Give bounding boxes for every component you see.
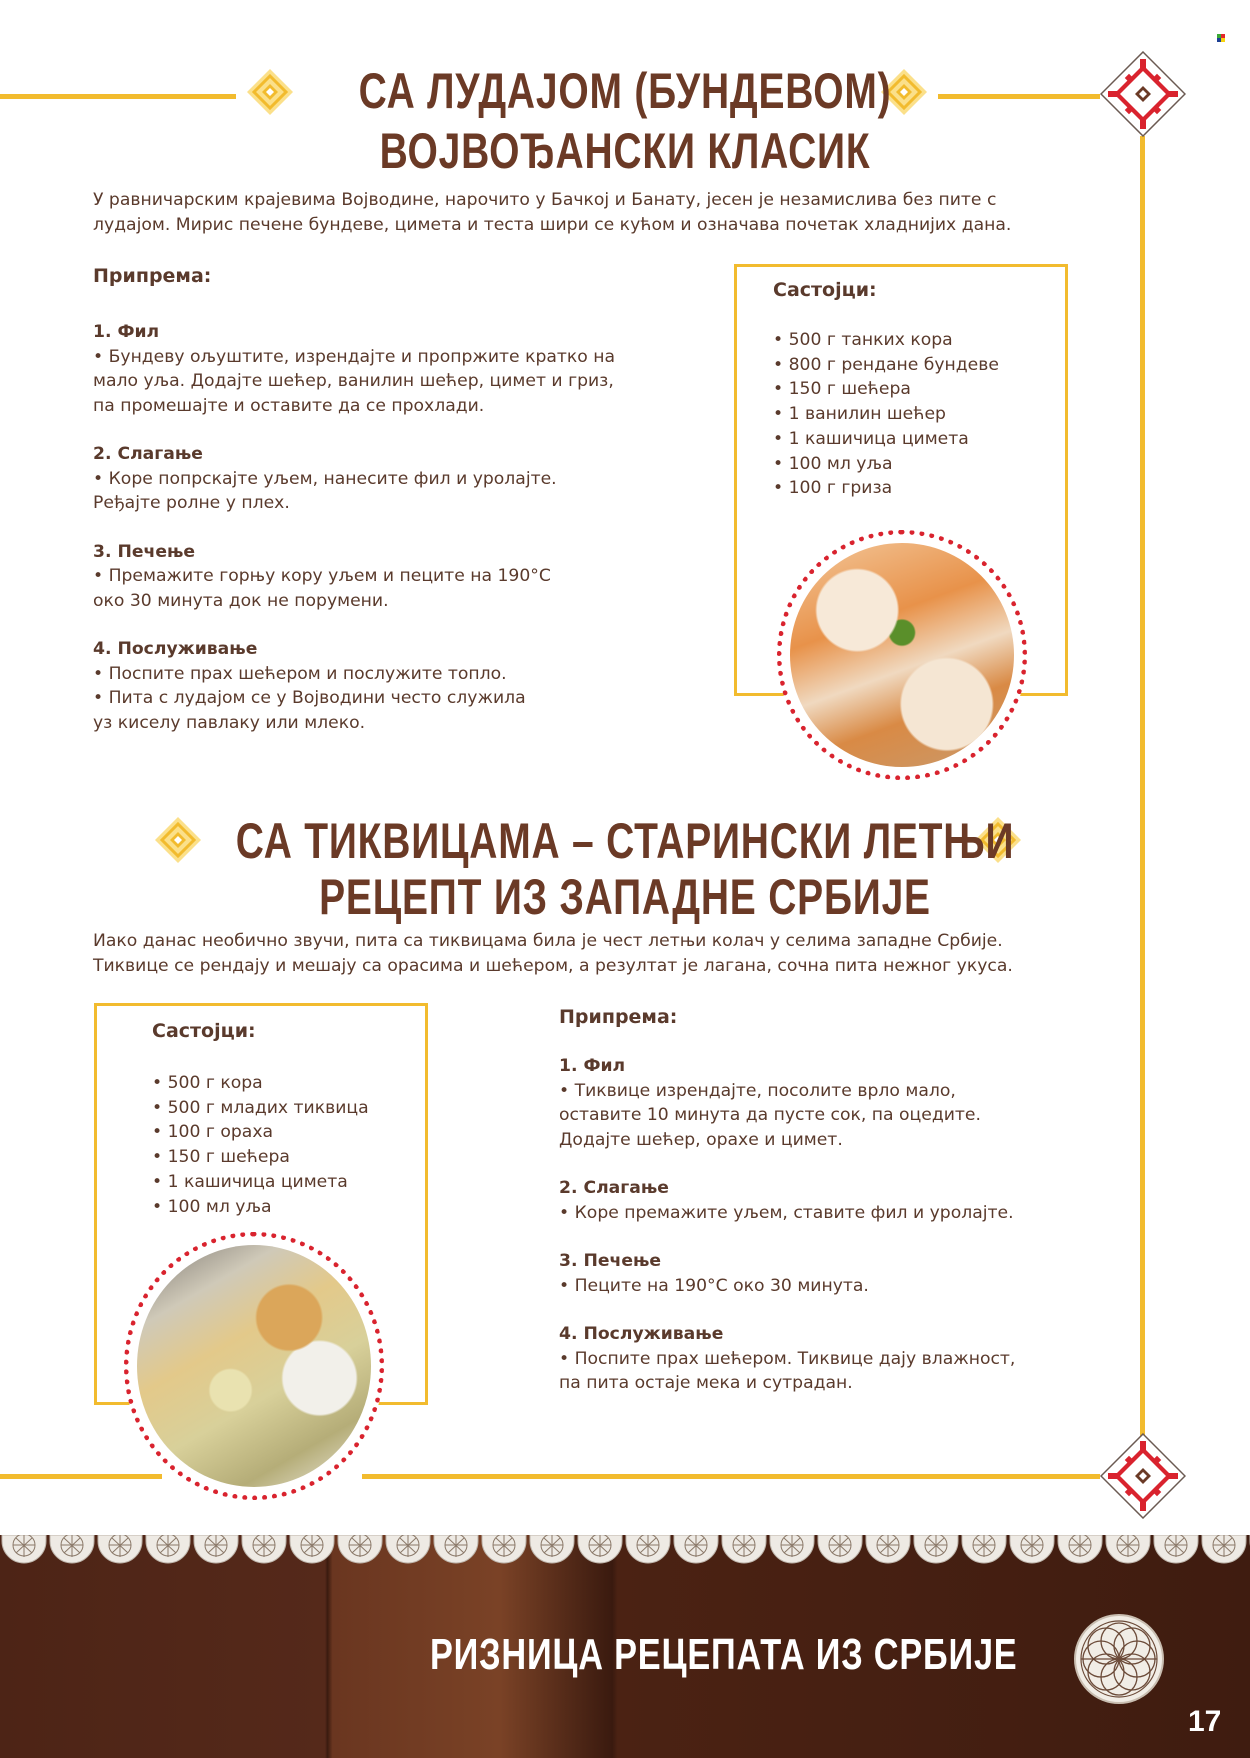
recipe2-intro: Иако данас необично звучи, пита са тиквицама била је чест летњи колач у селима западне Србије. Тиквице се рендају и мешају са орасима и шећером, а резултат је лагана, сочна пита нежног укуса.	[93, 931, 1013, 976]
frame-bottom-left-line	[0, 1474, 162, 1479]
ingredient-item: • 500 г танких кора	[773, 328, 999, 353]
recipe1-ingredients-list	[773, 328, 999, 501]
folk-motif-diamond-icon	[1100, 51, 1186, 137]
recipe2-prep-heading: Припрема:	[559, 1006, 678, 1028]
lace-rosette-icon	[1073, 1613, 1165, 1705]
recipe1-prep-heading: Припрема:	[93, 265, 212, 287]
ingredient-item: • 100 мл уља	[773, 452, 999, 477]
recipe2-steps	[559, 1054, 1119, 1420]
page-number: 17	[1188, 1705, 1222, 1738]
recipe2-step: 4. Послуживање • Поспите прах шећером. Тиквице дају влажност, па пита остаје мека и сутрадан.	[559, 1324, 1016, 1393]
frame-right-vertical-line	[1140, 136, 1145, 1458]
recipe2-ingredients-list	[152, 1071, 369, 1219]
frame-bottom-right-line	[362, 1474, 1100, 1479]
ingredient-item: • 100 мл уља	[152, 1195, 369, 1220]
ingredient-item: • 1 кашичица цимета	[152, 1170, 369, 1195]
ingredient-item: • 500 г кора	[152, 1071, 369, 1096]
footer-title: РИЗНИЦА РЕЦЕПАТА ИЗ СРБИЈЕ	[430, 1630, 1018, 1679]
recipe1-title-line2: ВОЈВОЂАНСКИ КЛАСИК	[379, 123, 871, 179]
ingredient-item: • 1 кашичица цимета	[773, 427, 999, 452]
folk-motif-diamond-icon	[1100, 1433, 1186, 1519]
ingredient-item: • 1 ванилин шећер	[773, 402, 999, 427]
ingredient-item: • 800 г рендане бундеве	[773, 353, 999, 378]
recipe1-ingredients-heading: Састојци:	[773, 279, 877, 301]
ingredient-item: • 500 г младих тиквица	[152, 1096, 369, 1121]
recipe1-step: 1. Фил • Бундеву oљуштите, изрендајте и пропржите кратко на мало уља. Додајте шећер, ванилин шећер, цимет и гриз, па промешајте и оставите да се прохлади.	[93, 322, 616, 416]
recipe2-ingredients-heading: Састојци:	[152, 1020, 256, 1042]
ingredient-item: • 150 г шећера	[773, 377, 999, 402]
registration-mark-icon	[1217, 34, 1225, 42]
recipe2-title-line2: РЕЦЕПТ ИЗ ЗАПАДНЕ СРБИЈЕ	[319, 869, 931, 925]
recipe2-title-line1: СА ТИКВИЦАМА – СТАРИНСКИ ЛЕТЊИ	[235, 813, 1015, 869]
pumpkin-pie-photo	[777, 530, 1027, 780]
recipe1-step: 2. Слагање • Коре попрскајте уљем, нанесите фил и уролајте. Ређајте ролне у плех.	[93, 444, 557, 513]
recipe1-intro: У равничарским крајевима Војводине, нарочито у Бачкој и Банату, јесен је незамислива без пите с лудајом. Мирис печене бундеве, цимета и теста шири се кућом и означава почетак хладнијих дана.	[93, 190, 1012, 235]
recipe1-step: 3. Печење • Премажите горњу кору уљем и пеците на 190°C око 30 минута док не порумени.	[93, 541, 551, 611]
recipe2-step: 3. Печење • Пеците на 190°C око 30 минута.	[559, 1251, 869, 1296]
recipe2-step: 1. Фил • Тиквице изрендајте, посолите врло мало, оставите 10 минута да пусте сок, па оцедите. Додајте шећер, орахе и цимет.	[559, 1056, 981, 1150]
recipe1-step: 4. Послуживање • Поспите прах шећером и послужите топло. • Пита с лудајом се у Војводини често служила уз киселу павлаку или млеко.	[93, 639, 526, 733]
ingredient-item: • 100 г ораха	[152, 1120, 369, 1145]
lace-border-icon	[0, 1535, 1250, 1567]
ingredient-item: • 150 г шећера	[152, 1145, 369, 1170]
zucchini-pie-photo	[124, 1232, 384, 1500]
ingredient-item: • 100 г гриза	[773, 476, 999, 501]
recipe2-step: 2. Слагање • Коре премажите уљем, ставите фил и уролајте.	[559, 1178, 1014, 1223]
recipe1-title-line1: СА ЛУДАЈОМ (БУНДЕВОМ)	[358, 63, 892, 119]
recipe1-steps	[93, 320, 653, 759]
